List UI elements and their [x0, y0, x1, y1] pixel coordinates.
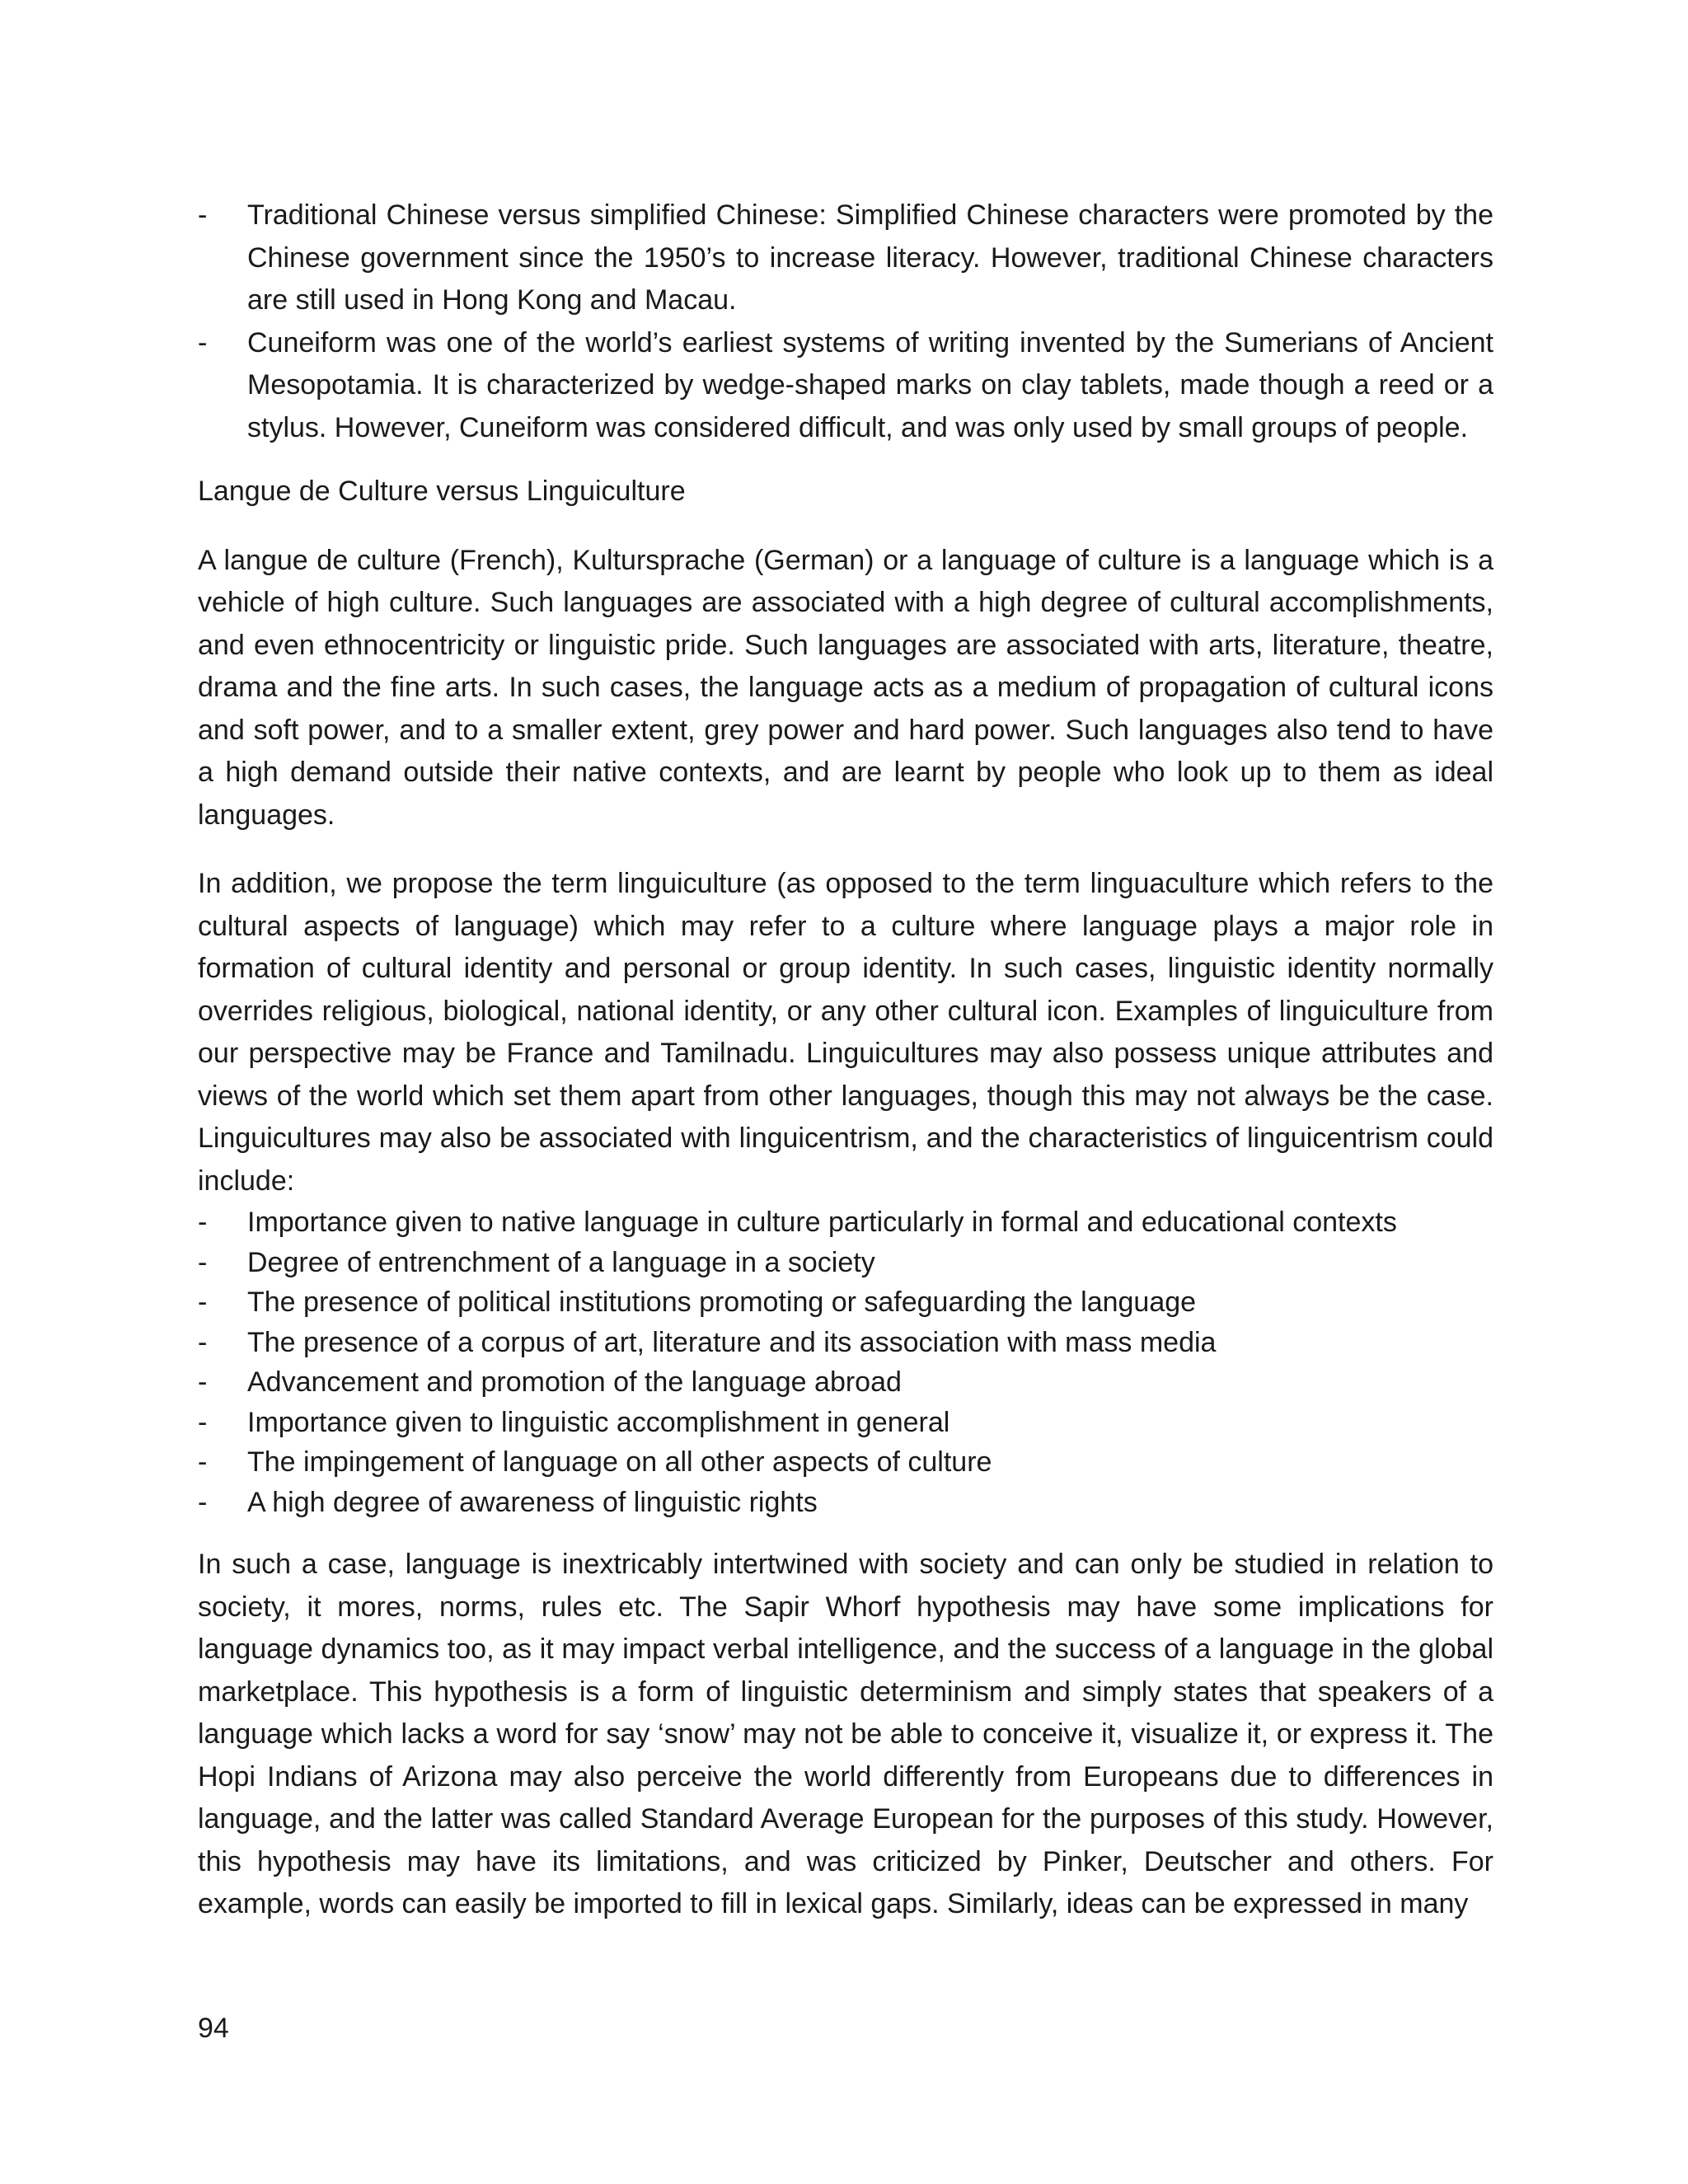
document-page: [198, 194, 1493, 1926]
list-item: - Degree of entrenchment of a language in a society: [198, 1243, 1493, 1283]
list-item: - Importance given to linguistic accomplishment in general: [198, 1403, 1493, 1443]
paragraph-linguiculture: In addition, we propose the term linguiculture (as opposed to the term linguaculture which refers to the cultural aspects of language) which may refer to a culture where language plays a major role in formation of cultural identity and personal or group identity. In such cases, linguistic identity normally overrides religious, biological, national identity, or any other cultural icon. Examples of linguiculture from our perspective may be France and Tamilnadu. Linguicultures may also possess unique attributes and views of the world which set them apart from other languages, though this may not always be the case. Linguicultures may also be associated with linguicentrism, and the characteristics of linguicentrism could include:: [198, 868, 1493, 1197]
page-number: 94: [198, 2013, 229, 2044]
list-item: - Advancement and promotion of the language abroad: [198, 1362, 1493, 1403]
section-heading: Langue de Culture versus Linguiculture: [198, 476, 686, 507]
list-item: - The presence of a corpus of art, literature and its association with mass media: [198, 1323, 1493, 1363]
list-item: - Cuneiform was one of the world’s earliest systems of writing invented by the Sumerians of Ancient Mesopotamia. It is characterized by wedge-shaped marks on clay tablets, made though a reed or a stylus. However, Cuneiform was considered difficult, and was only used by small groups of people.: [198, 322, 1493, 450]
paragraph-langue-de-culture: A langue de culture (French), Kultursprache (German) or a language of culture is a language which is a vehicle of high culture. Such languages are associated with a high degree of cultural accomplishments, and even ethnocentricity or linguistic pride. Such languages are associated with arts, literature, theatre, drama and the fine arts. In such cases, the language acts as a medium of propagation of cultural icons and soft power, and to a smaller extent, grey power and hard power. Such languages also tend to have a high demand outside their native contexts, and are learnt by people who look up to them as ideal languages.: [198, 544, 1493, 831]
list-item: - The impingement of language on all other aspects of culture: [198, 1442, 1493, 1483]
top-bullet-list: [198, 194, 1493, 449]
characteristics-list: [198, 1202, 1493, 1522]
paragraph-sapir-whorf: In such a case, language is inextricably intertwined with society and can only be studied in relation to society, it mores, norms, rules etc. The Sapir Whorf hypothesis may have some implications for language dynamics too, as it may impact verbal intelligence, and the success of a language in the global marketplace. This hypothesis is a form of linguistic determinism and simply states that speakers of a language which lacks a word for say ‘snow’ may not be able to conceive it, visualize it, or express it. The Hopi Indians of Arizona may also perceive the world differently from Europeans due to differences in language, and the latter was called Standard Average European for the purposes of this study. However, this hypothesis may have its limitations, and was criticized by Pinker, Deutscher and others. For example, words can easily be imported to fill in lexical gaps. Similarly, ideas can be expressed in many: [198, 1549, 1493, 1919]
list-item: - The presence of political institutions promoting or safeguarding the language: [198, 1282, 1493, 1323]
list-item: - Importance given to native language in culture particularly in formal and educational contexts: [198, 1202, 1493, 1243]
list-item: - A high degree of awareness of linguistic rights: [198, 1483, 1493, 1523]
list-item: - Traditional Chinese versus simplified Chinese: Simplified Chinese characters were promoted by the Chinese government since the 1950’s to increase literacy. However, traditional Chinese characters are still used in Hong Kong and Macau.: [198, 194, 1493, 322]
